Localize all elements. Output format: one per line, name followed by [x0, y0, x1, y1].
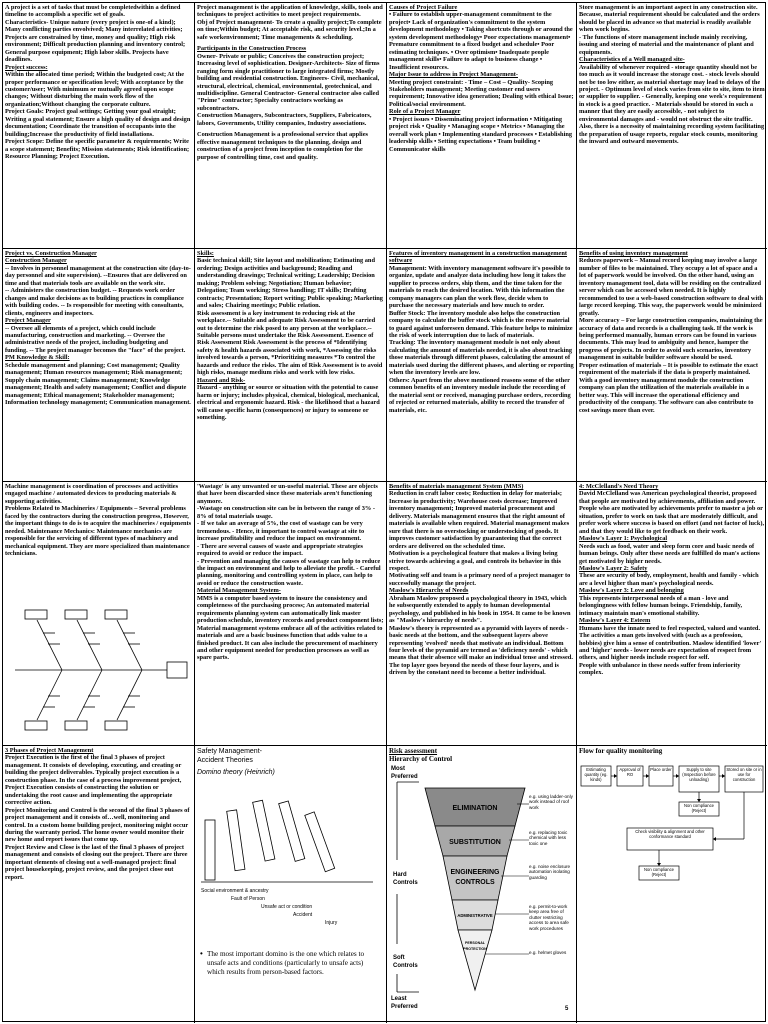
- controls-label: Controls: [393, 880, 418, 886]
- text-para: Buffer Stock: The inventory module also helps the construction company to calculate the buffer stock which is the reserve material to guard against unforeseen demand. This feature helps to minimize the risk of work interruption due to lack of materials.: [389, 309, 573, 339]
- text-para: These are security of body, employment, health and family - which are a level higher than man's psychological needs.: [579, 572, 759, 587]
- text-para: Basic technical skill; Site layout and mobilization; Estimating and ordering; Design activities and background; Reading and understanding drawings; Technical writing; Leadership; Decision making; Problem solving; Negotiation; Human behavior; Delegation; Team working; Stress handling; IT skills; Drafting contracts; Presentation; Report writing; Public speaking; Marketing and sales; Chairing meetings; Public relation.: [197, 257, 383, 310]
- section-heading: Safety Management-: [197, 748, 262, 755]
- section-heading: Material Management System-: [197, 587, 281, 595]
- text-para: - The functions of store management include mainly receiving, issuing and storing of material and the maintenance of plant and equipments.: [579, 33, 754, 56]
- level-personal: PERSONAL: [465, 941, 485, 945]
- text-para: Availability of whenever required - storage quantity should not be too much as it would increase the storage cost. - stock levels should not be too low either, as material shortage may lead to delays of the project. - Optimum level of stock varies from site to site, item to item or supplier to supplier. - Generally, keeping one week's requirement in stock is a good practice. - Materials should be stored in such a manner that they are easily accessible, - not subject to environmental damages and - would not obstruct the site traffic. Also, there is a necessity of maintaining recording system facilitating the preparation of usage reports, regular stock counts, monitoring the inward and outward movements.: [579, 63, 765, 146]
- text-para: Construction Managers, Subcontractors, Suppliers, Fabricators, labors, Governments, Utility companies, Industry associations.: [197, 112, 372, 127]
- text-para: -- Administers the construction budget. -- Requests work order changes and make decisions as to building practices in compliance with building codes. -- Is responsible for meeting with consultants, clients, engineers and inspectors.: [5, 287, 184, 317]
- text-para: • Failure to establish upper-management commitment to the project• Lack of organization's commitment to the system development methodology • Taking shortcuts through or around the system development methodology• Poor expectations management• Premature commitment to a fixed budget and schedule• Poor estimating techniques. • Over optimism• Inadequate people management skills• Failure to adapt to business change • Insufficient resources.: [389, 11, 573, 71]
- quality-flow-diagram: [579, 758, 765, 893]
- text-para: This represents interpersonal needs of a man - love and belongingness with fellow human beings. Friendship, family, intimacy maintain man's emotional stability.: [579, 594, 743, 617]
- section-heading: Project success:: [5, 63, 48, 71]
- text-para: Reduces paperwork – Manual record keeping may involve a large number of files to be maintained. They occupy a lot of space and a lot of paperwork would be involved. On the other hand, using an inventory management tool, data will be residing on the centralized server which can be accessed when needed. It is highly recommended to use a web-based construction software to deal with large record keeping. This way, the paperwork would be minimized greatly.: [579, 257, 763, 317]
- cell-risk-hierarchy: [387, 746, 577, 1023]
- section-heading: Hazard and Risk-: [197, 376, 246, 384]
- text-para: Hazard - anything or source or situation with the potential to cause harm or injury; includes physical, chemical, biological, mechanical, electrical and ergonomic hazard. Risk - the likelihood that a hazard will cause specific harm (consequences) or injury to someone or something.: [197, 384, 380, 421]
- text-para: Tracking: The inventory management module is not only about calculating the amount of materials needed, it is also about tracking those materials through different phases, calculating the amount of materials used during the different phases, and alerting or reporting when the inventory levels are low.: [389, 339, 574, 377]
- cell-three-phases: [3, 746, 195, 1023]
- text-para: Because, material requirement should be calculated and the orders should be placed in advance so that material is readily available when work begins.: [579, 11, 760, 34]
- text-para: Project Goals: Project goal settings; Getting your goal straight; Writing a goal statement; Ensure a high quality of design and design documentation; Coordinate the transition of occupants into the building;Increase the productivity of field installations.: [5, 108, 191, 138]
- text-para: Maslow's theory is represented as a pyramid with layers of needs - basic needs at the bottom, and the subsequent layers above representing 'evolved' needs that motivate an individual. Bottom four levels of the pyramid are termed as 'deficiency needs' - which means that their absence will make an individual tense and stressed. The top layer goes beyond the needs of these four layers, and is driven by the constant need to become a better individual.: [389, 624, 573, 677]
- section-heading: Maslow's Hierarchy of Needs: [389, 587, 469, 595]
- text-para: Others: Apart from the above mentioned reasons some of the other common benefits of an inventory module include the recording of the material sent or received, managing purchase orders, recording of rejected or returned materials, ability to record the transfer of materials, etc.: [389, 376, 571, 414]
- section-heading: Maslow's Layer 3: Love and belonging: [579, 587, 684, 595]
- section-heading: Construction Manager: [5, 257, 67, 265]
- cell-inventory-benefits: [577, 249, 767, 482]
- section-heading: Accident Theories: [197, 757, 253, 764]
- text-para: More accuracy – For large construction companies, maintaining the accuracy of data and records is a challenging task. If the work is being performed manually, human errors can be found in various documents. This may lead to ambiguity and hence, hamper the progress of projects. In order to avoid such scenarios, inventory management in suitable builder software should be used.: [579, 317, 763, 362]
- control-example: e.g. helmet gloves: [529, 950, 567, 955]
- flow-box-label: Supply to site (Inspection before unloading): [682, 767, 716, 782]
- text-para: Project Scope: Define the specific parameter & requirements; Write a scope statement; Benefits; Mission statements; Risk identification; Resource Planning; Project Execution.: [5, 138, 190, 161]
- level-elimination: ELIMINATION: [452, 805, 498, 812]
- domino-label: Unsafe act or condition: [261, 904, 313, 910]
- section-heading: Maslow's Layer 1: Psychological: [579, 535, 668, 543]
- control-example: e.g. replacing toxic chemical with less toxic one: [529, 830, 568, 846]
- least-preferred-label: Preferred: [391, 1004, 418, 1010]
- domino-note: The most important domino is the one which relates to unsafe acts and conditions (particularly to unsafe acts) which results from person-based factors.: [207, 950, 365, 976]
- domino-label: Injury: [325, 920, 338, 926]
- section-heading: Role of a Project Manager: [389, 108, 461, 116]
- text-para: -Wastage on construction site can be in between the range of 3% - 8% of total materials usage.: [197, 505, 375, 520]
- text-para: Characteristics- Unique nature (every project is one-of a kind); Many conflicting parties envolvived; Many interrelated activities; Projects are constrained by time, money and quality; High risk environment; Difficult production planning and inventory control; General purpose equipment; High labor skills. Projects have deadlines.: [5, 18, 186, 64]
- text-para: Humans have the innate need to feel respected, valued and wanted. The activities a man gets involved with (such as a profession, hobbies) give him a sense of contribution. Maslow identified 'lower' and 'higher' needs - lower needs are expectation of respect from others, and higher needs include respect for self.: [579, 624, 762, 662]
- figure-caption: Domino theory (Heinrich): [197, 769, 275, 776]
- control-example: e.g. noise enclosure automation isolating guarding: [529, 864, 571, 880]
- text-para: -- Involves in personnel management at the construction site (day-to-day personnel and site supervision). --Ensures that are delivered on time and that materials tools are available on the work site.: [5, 264, 191, 287]
- section-heading: Major Issue to address in Project Management-: [389, 71, 518, 79]
- cheat-sheet-grid: [2, 2, 766, 1022]
- section-heading: 4: McClelland's Need Theory: [579, 483, 659, 490]
- text-para: Abraham Maslow proposed a psychological theory in 1943, which he subsequently extended to apply to human developmental psychology, and published in his book in 1954. It came to be known as "Maslow's hierarchy of needs".: [389, 594, 571, 625]
- section-heading: Characteristics of a Well managed site-: [579, 56, 685, 64]
- cell-inventory-features: [387, 249, 577, 482]
- text-para: 'Wastage' is any unwanted or un-useful material. These are objects that have been discarded since these materials aren't functioning anymore.: [197, 483, 378, 505]
- text-para: • Project issues • Disseminating project information • Mitigating project risk • Quality • Managing scope • Metrics • Managing the overall work plan • Implementing standard processes • Establishing leadership skills • Setting expectations • Team building • Communicator skills: [389, 115, 573, 153]
- text-para: -- Oversee all elements of a project, which could include manufacturing, construction and marketing. -- Oversee the administrative needs of the project, including budgeting and funding. -- The project manager becomes the "face" of the project.: [5, 324, 186, 354]
- section-heading: Benefits of materials management System (MMS): [389, 483, 524, 490]
- section-heading: PM Knowledge & Skill:: [5, 354, 70, 362]
- section-heading: Maslow's Layer 2: Safety: [579, 564, 648, 572]
- level-controls: CONTROLS: [455, 879, 495, 886]
- text-para: Meeting project constraint: - Time – Cost – Quality- Scoping Stakeholders management; Meeting customer end users requirement; Innovative idea generation; Dealing with ethical Issue; Political/social environment.: [389, 78, 574, 108]
- domino-label: Accident: [293, 912, 313, 918]
- cell-project-vs-construction-manager: [3, 249, 195, 482]
- cell-mms-benefits-motivation: [387, 482, 577, 746]
- text-para: - There are several causes of waste and appropriate strategies required to avoid or reduce the impact.: [197, 542, 364, 558]
- section-heading: Hierarchy of Control: [389, 755, 453, 763]
- domino-theory-diagram: [201, 790, 379, 940]
- text-para: Problems Related to Machineries / Equipments – Several problems faced by the contractors during the construction progress, However, the important things to do is to acquire the machineries / equipments needed. Maintenance Mechanics: Maintenance mechanics are responsible for the servicing of different types of machinery and mechanical equipment. They are more specialized than maintenance technicians.: [5, 505, 192, 558]
- level-administrative: ADMINISTRATIVE: [457, 913, 493, 918]
- cell-project-management: [195, 3, 387, 249]
- flow-box-label: Approval of RO: [619, 767, 641, 777]
- text-para: Project Monitoring and Control is the second of the final 3 phases of project management and it consists of…well, monitoring and control. In a custom home building project, monitoring might occur during the warranty period. The home owner would monitor their new home and report issues that come up.: [5, 806, 190, 844]
- section-heading: 3 Phases of Project Management: [5, 747, 94, 754]
- section-heading: Features of inventory management in a construction management software: [389, 250, 568, 265]
- text-para: Motivation is a psychological feature that makes a living being strive towards achieving a goal, and controls its behavior in this respect.: [389, 550, 561, 572]
- text-para: Needs such as food, water and sleep form core and basic needs of human beings. Only after these needs are fulfilled do man's actions get motivated by higher needs.: [579, 542, 760, 565]
- level-engineering: ENGINEERING: [450, 869, 500, 876]
- text-para: Risk assessment is a key instrument to reducing risk at the workplace.-- Suitable and adequate Risk Assessment to be carried out to determine the risk posed to any person at the workplace.-- Suitable persons must undertake the Risk Assessment. Essence of Risk Assessment Risk Assessment is the process of *Identifying safety & health hazards associated with work, *Assessing the risks involved towards a person, *Prioritizing measures *To control the hazards and reduce the risks. The aim of Risk Assessment is to avoid high risks, manage medium risks and work with low risks.: [197, 309, 383, 377]
- text-para: Owner- Private or public; Conceives the construction project; Increasing level of sophistication. Designer-Architects- Size of firms ranging form single practitioner to large integrated firms; Mostly building and residential construction. Engineers- Civil, mechanical, structural, electrical, chemical, environmental, geotechnical, and multidiscipline. General Contractor- General contractor also called "Prime" contractor; Specialty contractors working as subcontractors.: [197, 52, 380, 112]
- section-heading: Project Manager: [5, 317, 51, 325]
- section-heading: Maslow's Layer 4: Esteem: [579, 617, 651, 625]
- control-example: e.g. using ladder-only work instead of roof work: [529, 794, 573, 810]
- cell-quality-monitoring-flow: [577, 746, 767, 1023]
- text-para: Within the allocated time period; Within the budgeted cost; At the proper performance or specification level; With acceptance by the customer/user; With minimum or mutually agreed upon scope changes; Without disturbing the main work flow of the organization;Without changing the corporate culture.: [5, 71, 185, 108]
- preferred-label: Preferred: [391, 774, 418, 780]
- domino-label: Fault of Person: [231, 896, 265, 902]
- text-para: Motivating self and team is a primary need of a project manager to successfully manage the project.: [389, 572, 571, 587]
- cell-mcclelland-maslow: [577, 482, 767, 746]
- text-para: - Prevention and managing the causes of wastage can help to reduce the impact on environment and help to alleviate the profit. - Careful planning, monitoring and controlling system in place, can help to avoid or reduce the construction waste.: [197, 557, 381, 587]
- cell-store-management: [577, 3, 767, 249]
- text-para: People with unbalance in these needs suffer from inferiority complex.: [579, 661, 741, 677]
- text-para: Construction Management is a professional service that applies effective management techniques to the planning, design and construction of a project from inception to completion for the purpose of controlling time, cost and quality.: [197, 131, 368, 161]
- text-para: Reduction in craft labor costs; Reduction in delay for materials; Increase in productivity; Warehouse costs decrease; Improved inventory management; Improved material procurement and delivery. Materials management ensures that the right amount of materials is available when required. Material management makes sure that there is no overstocking or understocking of goods. It improves customer satisfaction by guaranteeing that the correct orders are delivered on the scheduled time.: [389, 490, 570, 550]
- section-heading: Skills:: [197, 250, 214, 257]
- flow-box-label: Estimating quantity (eg. kinds): [584, 767, 608, 782]
- text-para: Management: With inventory management software it's possible to organize, update and analyze data including how long it takes the supplier to process orders, ship them, and the time taken for the materials to reach the desired location. With this information the company managers can plan the work flow, decide when to purchase the necessary materials and how much to order.: [389, 264, 571, 310]
- cell-wastage-mms: [195, 482, 387, 746]
- level-protection: PROTECTION: [463, 947, 487, 951]
- text-para: A project is a set of tasks that must be completedwithin a defined timeline to accomplish a specific set of goals.: [5, 4, 181, 19]
- text-para: Project management is the application of knowledge, skills, tools and techniques to project activities to meet project requirements.: [197, 4, 383, 19]
- flow-box-label: Non compliance (Reject): [683, 803, 715, 813]
- section-heading: Participants in the Construction Process: [197, 45, 307, 53]
- section-heading: Causes of Project Failure: [389, 4, 458, 11]
- text-para: Project Execution is the first of the final 3 phases of project management. It consists of developing, executing, and creating or building the project deliverables. Typically project execution is a construction phase. In the case of a process improvement project, Project Execution consists of constructing the solution or undertaking the root cause and implementing the appropriate corrective action.: [5, 754, 182, 807]
- level-substitution: SUBSTITUTION: [449, 839, 501, 846]
- hierarchy-of-controls-pyramid: [389, 764, 575, 1021]
- cell-machine-management: [3, 482, 195, 746]
- cell-project-failure: [387, 3, 577, 249]
- flow-box-label: Non compliance (Reject): [643, 867, 675, 877]
- cell-safety-management: [195, 746, 387, 1023]
- most-label: Most: [391, 766, 405, 772]
- text-para: People who are motivated by achievements prefer to master a job or situation, prefer to work on task that are moderately difficult, and prefer work where success is based on effort (and not factor of luck), and that they would like to get feedback on their work.: [579, 505, 765, 535]
- text-para: Proper estimation of materials – It is possible to estimate the exact requirement of the materials if the data is properly maintained. With a good inventory management module the construction company can plan the utilization of the materials available in a better way. This will increase the operational efficiency and productivity of the company. The software can also contribute to cost savings more than ever.: [579, 361, 758, 414]
- text-para: - If we take an average of 5%, the cost of wastage can be very tremendous. - Hence, it important to control wastage at site to increase profitability and reduce the impact on environment.: [197, 520, 365, 543]
- least-label: Least: [391, 996, 407, 1002]
- control-example: e.g. permit-to-work keep area free of clutter restricting access to area safe work procedures: [529, 904, 569, 931]
- page-number: 5: [565, 1006, 569, 1012]
- text-para: David McClelland was American psychological theorist, proposed that people are motivated by achievements, affiliation and power.: [579, 490, 757, 505]
- flow-box-label: Place order: [650, 767, 672, 772]
- flow-box-label: Stored on site or in use for construction: [726, 767, 762, 782]
- cell-skills-risk: [195, 249, 387, 482]
- bullet-icon: •: [200, 949, 203, 958]
- cell-project-definition: [3, 3, 195, 249]
- domino-label: Social environment & ancestry: [201, 888, 269, 894]
- text-para: Schedule management and planning; Cost management; Quality management; Human resources management; Risk management; Supply chain management; Claims management; Knowledge management; Health and safety management; Conflict and dispute management; Ethical management; Stakeholder management; Information technology management; Communication management.: [5, 361, 191, 407]
- soft-label: Soft: [393, 955, 405, 961]
- flow-box-label: Check visibility & alignment and other conformance standard: [635, 829, 705, 839]
- section-heading: Benefits of using inventory management: [579, 250, 688, 257]
- text-para: Obj of Project management- To create a quality project;To complete on time;Within budget; At acceptable risk, and security level.;In a safe workenvironment; Time managements & scheduling.: [197, 18, 382, 41]
- section-heading: Project vs. Construction Manager: [5, 250, 97, 257]
- hard-label: Hard: [393, 872, 407, 878]
- fishbone-diagram: [7, 600, 189, 740]
- text-para: Project Review and Close is the last of the final 3 phases of project management and consists of closing out the project. There are three important elements of closing out a well-managed project: final project housekeeping, project review, and the project close out report.: [5, 843, 188, 881]
- text-para: Store management is an important aspect in any construction site.: [579, 4, 758, 11]
- text-para: Machine management is coordination of processes and activities engaged machine / automated devices to producing materials & supporting activities.: [5, 483, 179, 505]
- soft-controls-label: Controls: [393, 963, 418, 969]
- text-para: MMS is a computer based system to insure the consistency and completeness of the purchasing process; An automated material requirements planning system can automatically link master production schedule, inventory records and product component lists; Material management systems embrace all of the activities related to materials and are a basic business function that adds value to a finished product. It can also include the procurement of machinery and other equipment needed for production processes as well as spare parts.: [197, 594, 384, 662]
- section-heading: Flow for quality monitoring: [579, 747, 663, 755]
- section-heading: Risk assessment: [389, 747, 438, 755]
